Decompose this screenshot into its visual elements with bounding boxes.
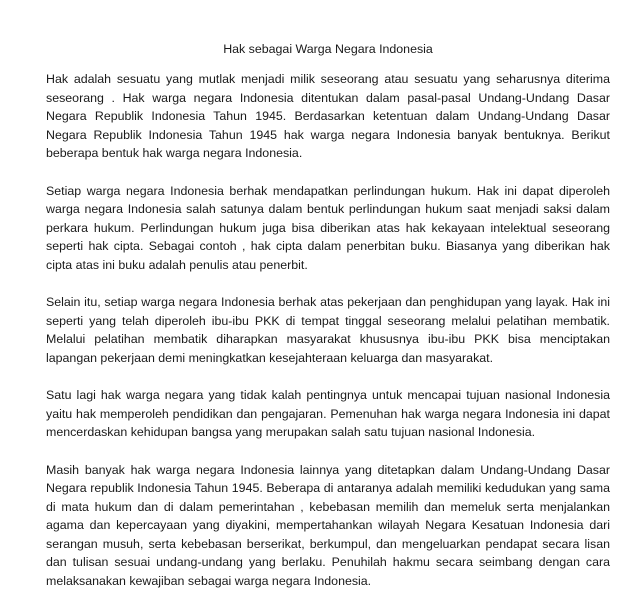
- paragraph-2: Setiap warga negara Indonesia berhak mendapatkan perlindungan hukum. Hak ini dapat diperoleh warga negara Indonesia salah satunya dalam bentuk perlindungan hukum saat menjadi saksi dalam perkara hukum. Perlindungan hukum juga bisa diberikan atas hak kekayaan intelektual seseorang seperti hak cipta. Sebagai contoh , hak cipta dalam penerbitan buku. Biasanya yang diberikan hak cipta atas ini buku adalah penulis atau penerbit.: [46, 183, 610, 272]
- paragraph-4: Satu lagi hak warga negara yang tidak kalah pentingnya untuk mencapai tujuan nasional Indonesia yaitu hak memperoleh pendidikan dan pengajaran. Pemenuhan hak warga negara Indonesia ini dapat mencerdaskan kehidupan bangsa yang merupakan salah satu tujuan nasional Indonesia.: [46, 388, 610, 439]
- paragraph-3: Selain itu, setiap warga negara Indonesia berhak atas pekerjaan dan penghidupan yang layak. Hak ini seperti yang telah diperoleh ibu-ibu PKK di tempat tinggal seseorang melalui pelatihan membatik. Melalui pelatihan membatik diharapkan masyarakat khususnya ibu-ibu PKK bisa menciptakan lapangan pekerjaan demi meningkatkan kesejahteraan keluarga dan masyarakat.: [46, 295, 610, 365]
- document-title: Hak sebagai Warga Negara Indonesia: [223, 42, 433, 56]
- document-page: [46, 40, 610, 609]
- paragraph-5: Masih banyak hak warga negara Indonesia lainnya yang ditetapkan dalam Undang-Undang Dasar Negara republik Indonesia Tahun 1945. Beberapa di antaranya adalah memiliki kedudukan yang sama di mata hukum dan di dalam pemerintahan , kebebasan memilih dan memeluk serta menjalankan agama dan kepercayaan yang diyakini, mempertahankan wilayah Negara Kesatuan Indonesia dari serangan musuh, serta kebebasan berserikat, berkumpul, dan mengeluarkan pendapat secara lisan dan tulisan sesuai undang-undang yang berlaku. Penuhilah hakmu secara seimbang dengan cara melaksanakan kewajiban sebagai warga negara Indonesia.: [46, 462, 610, 588]
- paragraph-1: Hak adalah sesuatu yang mutlak menjadi milik seseorang atau sesuatu yang seharusnya diterima seseorang . Hak warga negara Indonesia ditentukan dalam pasal-pasal Undang-Undang Dasar Negara Republik Indonesia Tahun 1945. Berdasarkan ketentuan dalam Undang-Undang Dasar Negara Republik Indonesia Tahun 1945 hak warga negara Indonesia banyak bentuknya. Berikut beberapa bentuk hak warga negara Indonesia.: [46, 72, 610, 160]
